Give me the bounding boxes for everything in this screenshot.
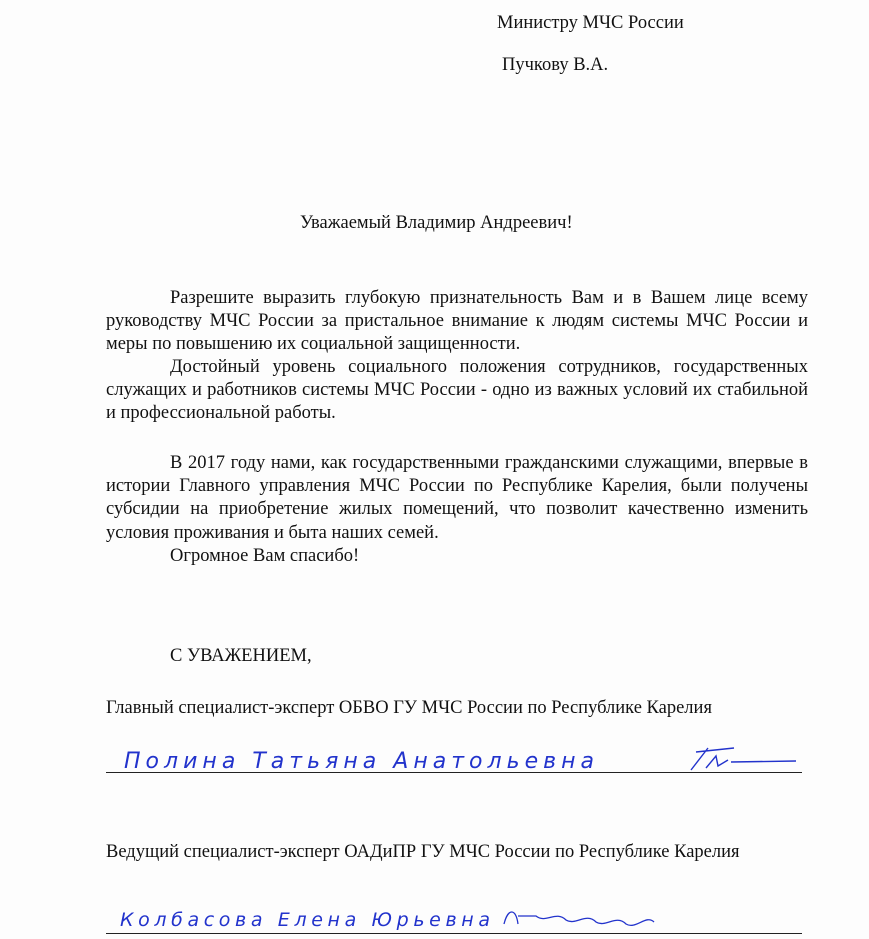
addressee-line-1: Министру МЧС России <box>497 13 684 33</box>
signatory-1-signature <box>106 742 806 776</box>
body-paragraph-2: Достойный уровень социального положения сотрудников, государственных служащих и работников системы МЧС России - одно из важных условий их стабильной и профессиональной работы. <box>106 357 808 424</box>
salutation: Уважаемый Владимир Андреевич! <box>300 213 573 233</box>
signatory-2-position: Ведущий специалист-эксперт ОАДиПР ГУ МЧС России по Республике Карелия <box>106 842 740 862</box>
signatory-2-signature-line <box>106 933 802 934</box>
body-paragraph-4: Огромное Вам спасибо! <box>170 546 360 566</box>
svg-text:Колбасова Елена Юрьевна: Колбасова Елена Юрьевна <box>120 909 490 931</box>
signatory-1-signature-line <box>106 772 802 773</box>
closing: С УВАЖЕНИЕМ, <box>170 646 312 666</box>
addressee-line-2: Пучкову В.А. <box>502 55 609 75</box>
signatory-1-position: Главный специалист-эксперт ОБВО ГУ МЧС России по Республике Карелия <box>106 698 712 718</box>
signatory-2-signature <box>106 904 806 934</box>
body-paragraph-3: В 2017 году нами, как государственными гражданскими служащими, впервые в истории Главного управления МЧС России по Республике Карелия, были получены субсидии на приобретение жилых помещений, что позволит качественно изменить условия проживания и быта наших семей. <box>106 453 808 543</box>
svg-text:Полина Татьяна Анатольевна: Полина Татьяна Анатольевна <box>124 749 594 774</box>
body-paragraph-1: Разрешите выразить глубокую признательность Вам и в Вашем лице всему руководству МЧС России за пристальное внимание к людям системы МЧС России и меры по повышению их социальной защищенности. <box>106 288 808 355</box>
